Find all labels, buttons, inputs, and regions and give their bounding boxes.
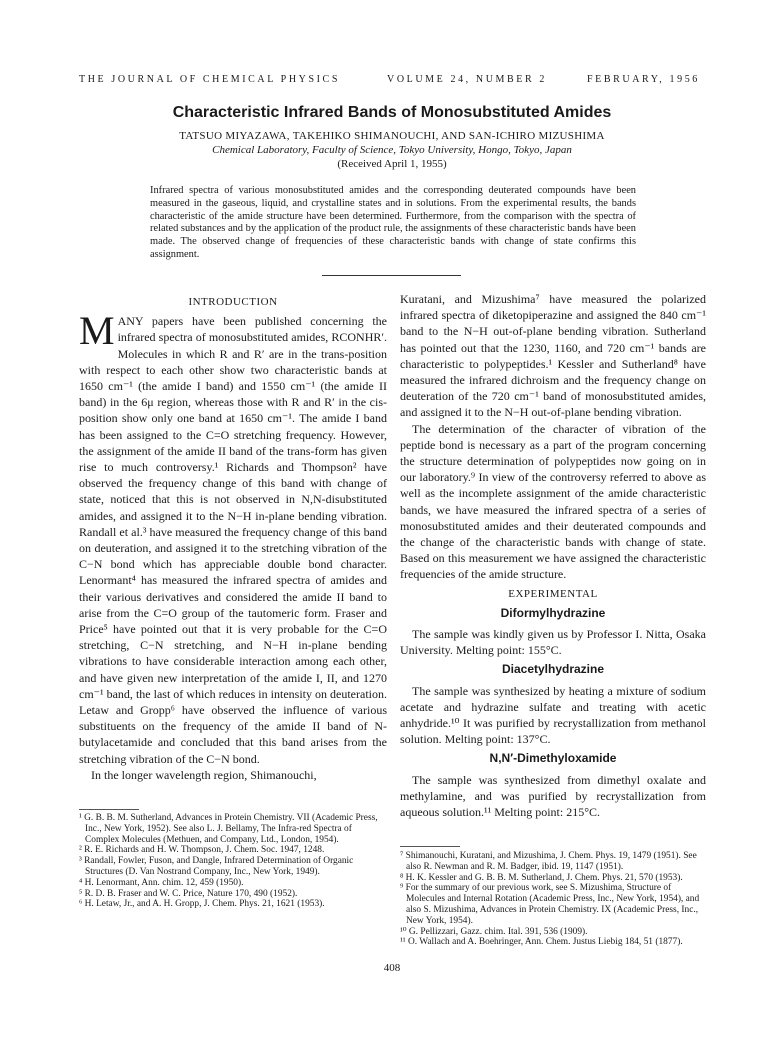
running-header-date: FEBRUARY, 1956 [587, 74, 700, 85]
right-column [400, 291, 706, 820]
footnotes-left [79, 813, 387, 910]
authors: TATSUO MIYAZAWA, TAKEHIKO SHIMANOUCHI, AND SAN-ICHIRO MIZUSHIMA [179, 130, 605, 142]
intro-paragraph-2: In the longer wavelength region, Shimanouchi, [91, 767, 317, 782]
footnote: ¹⁰ G. Pellizzari, Gazz. chim. Ital. 391, 536 (1909). [400, 926, 588, 937]
running-header-volume: VOLUME 24, NUMBER 2 [387, 74, 547, 85]
right-paragraph-1: Kuratani, and Mizushima⁷ have measured the polarized infrared spectra of diketopiperazine and assigned the 840 cm⁻¹ band to the N−H out-of-plane bending vibration. Sutherland has pointed out that the 1230, 1160, and 720 cm⁻¹ bands are characteristic to polypeptides.¹ Kessler and Sutherland⁸ have measured the infrared dichroism and the frequency change on deuteration of the 720 cm⁻¹ band of monosubstituted amides, and assigned it to the N−H out-of-plane bending vibration. [400, 292, 706, 420]
footnotes-right [400, 851, 706, 948]
footnote: ⁴ H. Lenormant, Ann. chim. 12, 459 (1950). [79, 877, 244, 888]
abstract: Infrared spectra of various monosubstituted amides and the corresponding deuterated compounds have been measured in the gaseous, liquid, and crystalline states and in solutions. From the experimental results, the bands characteristic of the amide structure have been determined. Furthermore, from the comparison with the spectra of related substances and by the application of the product rule, the assignments of these characteristic bands have been made. The observed change of frequencies of these characteristic bands with change of state confirms this assignment. [150, 185, 636, 260]
abstract-divider [322, 275, 461, 276]
intro-paragraph-1-text: ANY papers have been published concerning the infrared spectra of monosubstituted amides, RCONHR′. Molecules in which R and R′ are in the trans-position with respect to each other show two characteristic bands at 1650 cm⁻¹ (the amide I band) and 1550 cm⁻¹ (the amide II band) in the 6μ region, whereas those with R and R′ in the cis-position show only one band at 1650 cm⁻¹. The amide I band has been assigned to the C=O stretching frequency. However, the assignment of the amide II band of the trans-form has given rise to much controversy.¹ Richards and Thompson² have observed the frequency change of this band with change of state, noticed that this is not observed in N,N-disubstituted amides, and assigned it to the N−H in-plane bending vibration. Randall et al.³ have measured the frequency change of this band on deuteration, and assigned it to the stretching vibration of the C−N bond which has appreciable double bond character. Lenormant⁴ has measured the infrared spectra of amides and their various derivatives and considered the amide II band to arise from the C=O group of the tautomeric form. Fraser and Price⁵ have pointed out that it is very probable for the C=O stretching, C−N stretching, and N−H in-plane bending vibrations to have considerable interaction among each other, and have given new interpretation of the amide I, II, and 1270 cm⁻¹ band, the last of which reduces in intensity on deuteration. Letaw and Gropp⁶ have observed the influence of various substituents on the frequency of the amide II band of N-butylacetamide and concluded that this band arises from the stretching vibration of the C−N bond. [79, 314, 387, 766]
footnote-rule-right [400, 846, 460, 847]
affiliation: Chemical Laboratory, Faculty of Science, Tokyo University, Hongo, Tokyo, Japan [212, 144, 572, 156]
section-heading-experimental: EXPERIMENTAL [508, 587, 598, 600]
drop-cap: M [79, 308, 115, 354]
footnote: ⁸ H. K. Kessler and G. B. B. M. Sutherland, J. Chem. Phys. 21, 570 (1953). [400, 872, 683, 883]
footnote: ¹¹ O. Wallach and A. Boehringer, Ann. Chem. Justus Liebig 184, 51 (1877). [400, 937, 683, 948]
footnote: ³ Randall, Fowler, Fuson, and Dangle, Infrared Determination of Organic Structures (D. Van Nostrand Company, Inc., New York, 1949). [79, 856, 354, 877]
right-paragraph-2: The determination of the character of vibration of the peptide bond is necessary as a part of the program concerning the structure determination of polypeptides now going on in our laboratory.⁹ In view of the controversy referred to above as well as the incomplete assignment of the amide characteristic bands, we have measured the infrared spectra of a series of monosubstituted amides and their deuterated compounds and the change of the characteristic bands with change of state. Based on this measurement we have assigned the characteristic frequencies of the amide structure. [400, 421, 706, 582]
footnote: ⁶ H. Letaw, Jr., and A. H. Gropp, J. Chem. Phys. 21, 1621 (1953). [79, 899, 325, 910]
footnote: ⁹ For the summary of our previous work, see S. Mizushima, Structure of Molecules and Internal Rotation (Academic Press, Inc., New York, 1954), and also S. Mizushima, Advances in Protein Chemistry. IX (Academic Press, Inc., New York, 1954). [400, 883, 700, 926]
footnote-rule-left [79, 809, 139, 810]
article-title: Characteristic Infrared Bands of Monosubstituted Amides [172, 104, 612, 121]
subheading-diformylhydrazine: Diformylhydrazine [500, 605, 606, 620]
paragraph-dimethyloxamide: The sample was synthesized from dimethyl oxalate and methylamine, and was purified by recrystallization from aqueous solution.¹¹ Melting point: 215°C. [400, 772, 706, 820]
section-heading-introduction: INTRODUCTION [188, 296, 278, 308]
intro-paragraph-1 [79, 308, 387, 767]
footnote: ⁷ Shimanouchi, Kuratani, and Mizushima, J. Chem. Phys. 19, 1479 (1951). See also R. Newman and R. M. Badger, ibid. 19, 1147 (1951). [400, 851, 697, 872]
footnote: ¹ G. B. B. M. Sutherland, Advances in Protein Chemistry. VII (Academic Press, Inc., New York, 1952). See also L. J. Bellamy, The Infra-red Spectra of Complex Molecules (Methuen, and Company, Ltd., London, 1954). [79, 813, 378, 845]
subheading-diacetylhydrazine: Diacetylhydrazine [501, 662, 605, 677]
paragraph-diformylhydrazine: The sample was kindly given us by Professor I. Nitta, Osaka University. Melting point: 155°C. [400, 627, 706, 658]
page-number: 408 [383, 962, 401, 974]
footnote: ⁵ R. D. B. Fraser and W. C. Price, Nature 170, 490 (1952). [79, 888, 298, 899]
received-date: (Received April 1, 1955) [337, 158, 447, 170]
left-column [79, 294, 387, 783]
paragraph-diacetylhydrazine: The sample was synthesized by heating a mixture of sodium acetate and hydrazine sulfate and treating with acetic anhydride.¹⁰ It was purified by recrystallization from methanol solution. Melting point: 137°C. [400, 683, 706, 747]
footnote: ² R. E. Richards and H. W. Thompson, J. Chem. Soc. 1947, 1248. [79, 845, 325, 856]
subheading-dimethyloxamide: N,N′-Dimethyloxamide [489, 751, 617, 766]
running-header-journal: THE JOURNAL OF CHEMICAL PHYSICS [79, 74, 340, 85]
